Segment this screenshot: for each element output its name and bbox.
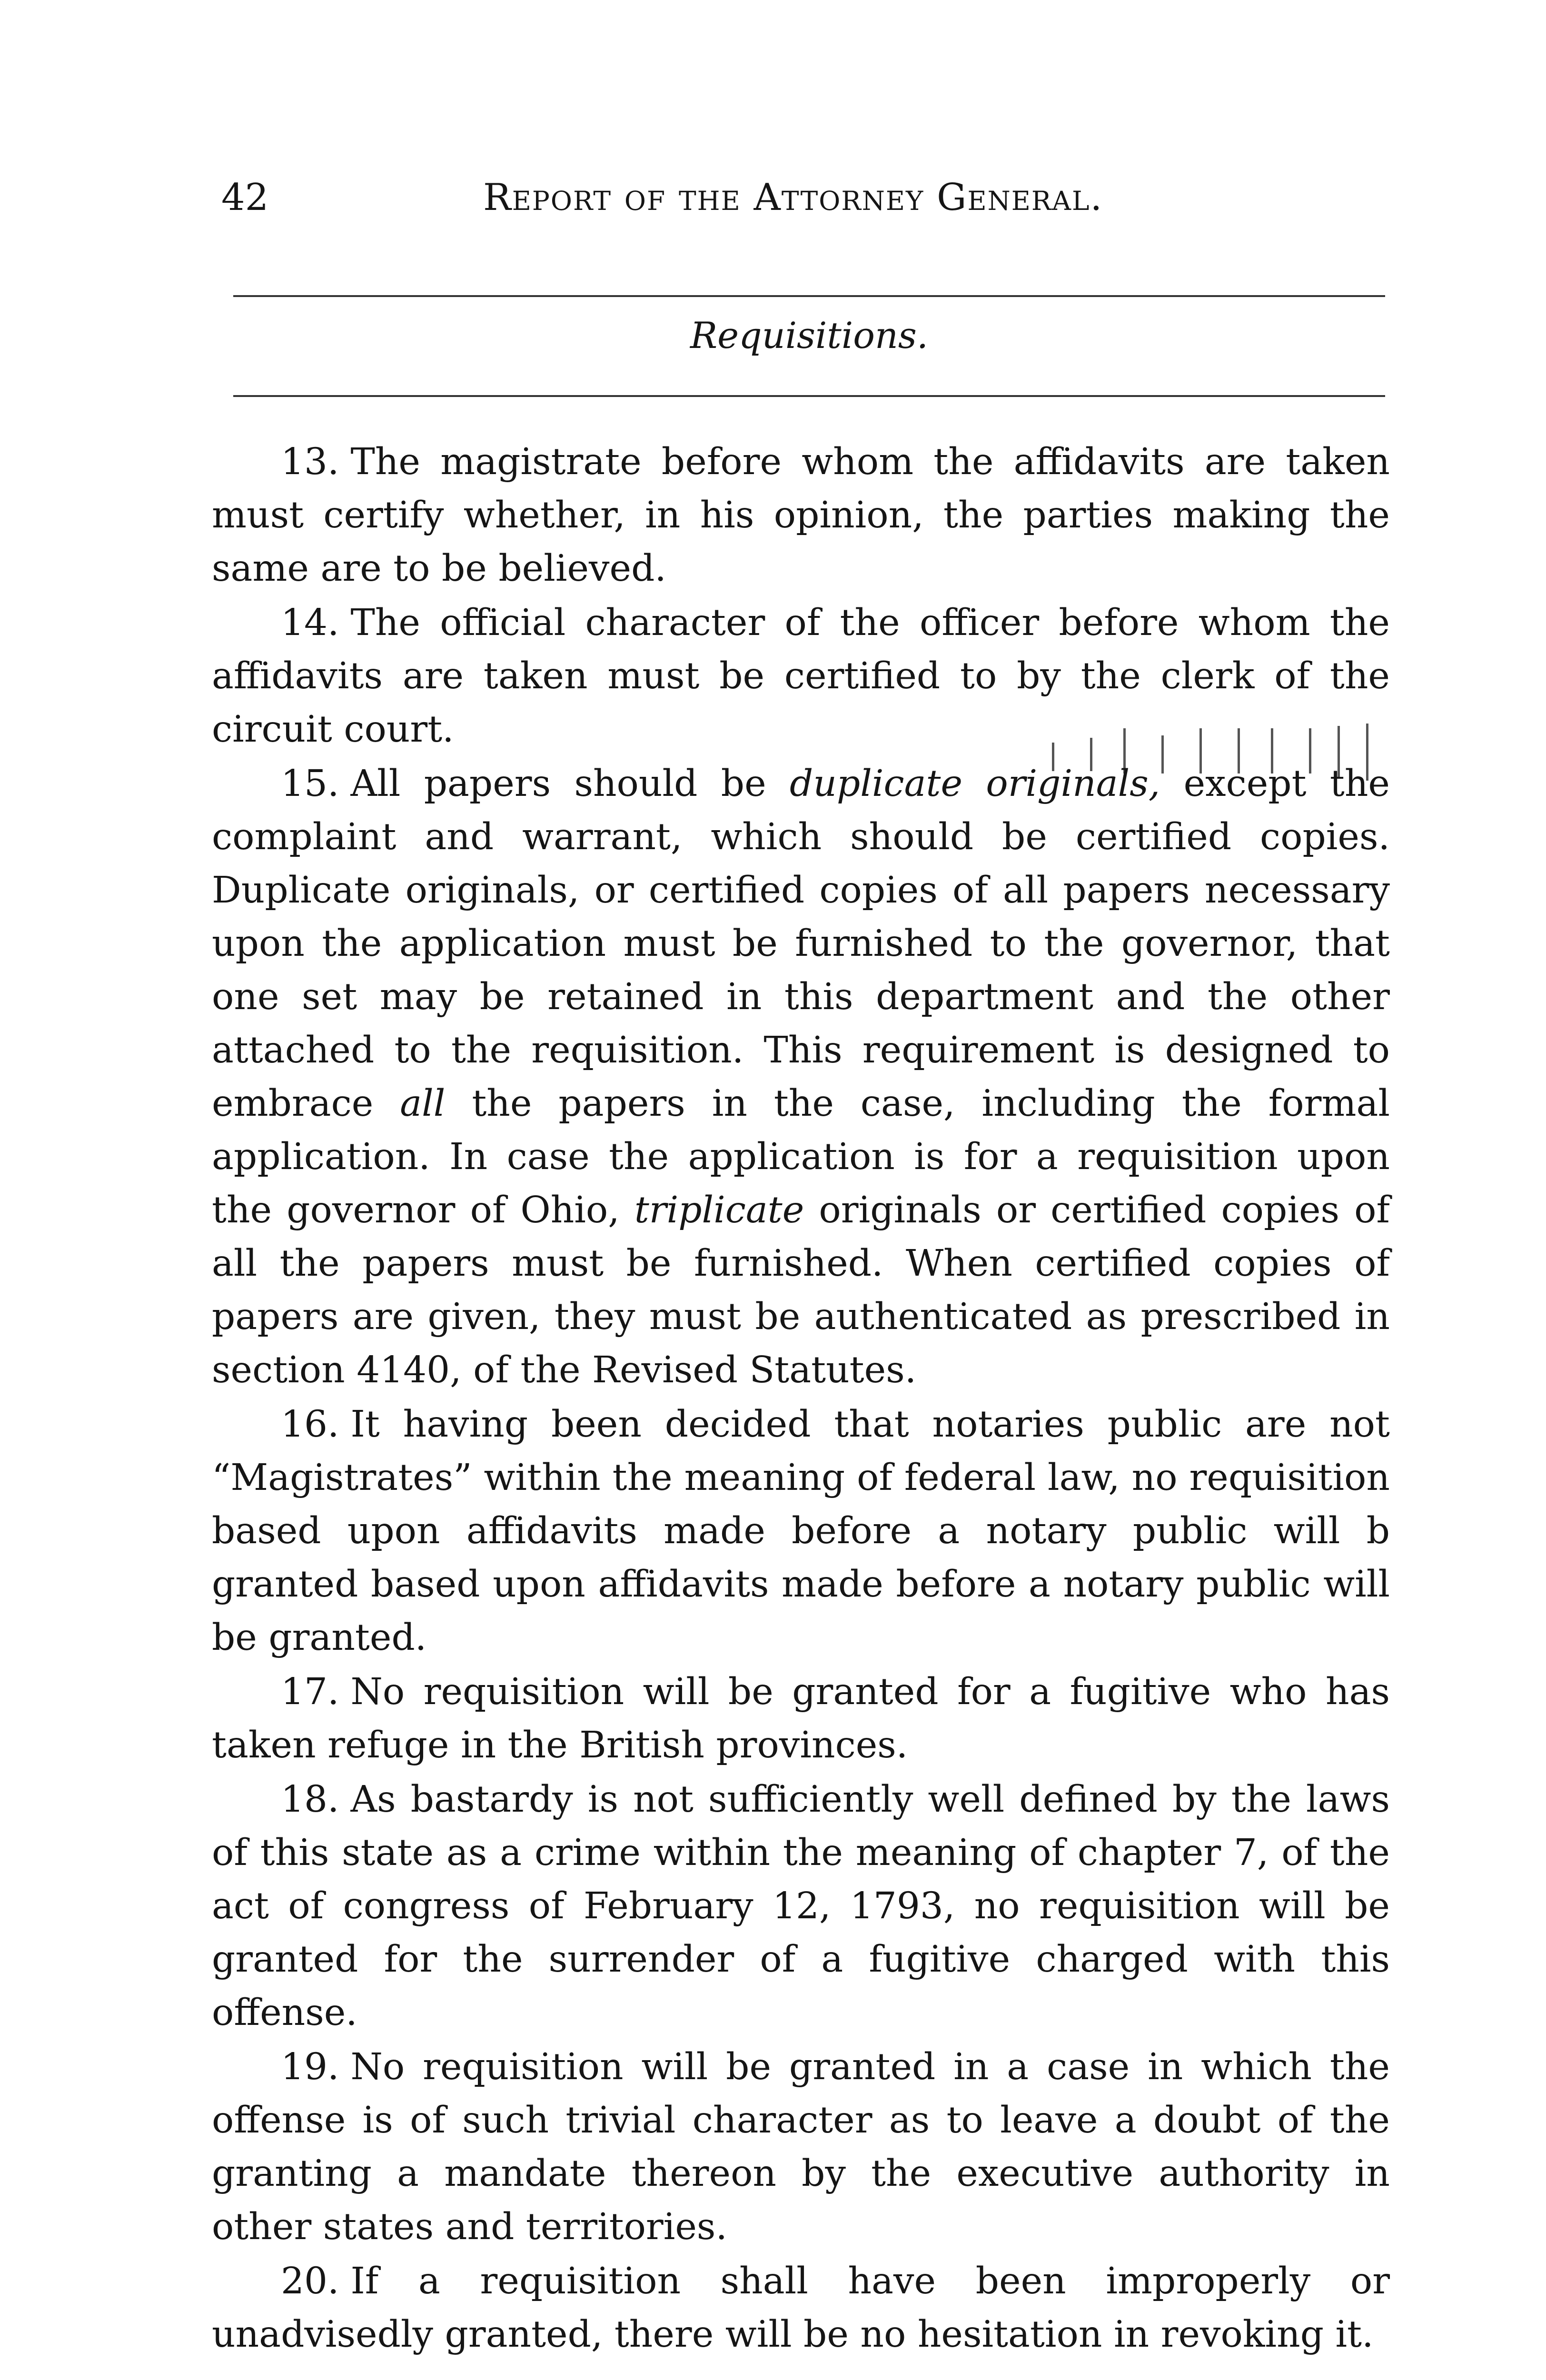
- paragraph-text: If a requisition shall have been improperly or unadvisedly granted, there will be no hesitation in revoking it.: [212, 2260, 1390, 2356]
- paragraph-text: No requisition will be granted in a case in which the offense is of such trivial character as to leave a doubt of the granting a mandate thereon by the executive authority in other states and territories.: [212, 2046, 1390, 2248]
- paragraph-number: 16.: [281, 1403, 339, 1446]
- paragraph-text: The magistrate before whom the affidavits are taken must certify whether, in his opinion, the parties making the same are to be believed.: [212, 441, 1390, 590]
- section-title: Requisitions.: [690, 314, 929, 357]
- paragraph-text: No requisition will be granted for a fugitive who has taken refuge in the British provinces.: [212, 1671, 1390, 1766]
- paragraph-number: 14.: [281, 602, 339, 644]
- page-header: [0, 171, 1546, 228]
- paragraph-text-italic: duplicate originals,: [790, 763, 1160, 805]
- paragraph-text: As bastardy is not sufficiently well defined by the laws of this state as a crime within the meaning of chapter 7, of the act of congress of February 12, 1793, no requisition will be granted for the surrender of a fugitive charged with this offense.: [212, 1778, 1390, 2034]
- paragraph-number: 15.: [281, 763, 339, 805]
- paragraph-15: [212, 757, 1390, 1397]
- paragraph-text-segment: All papers should be: [350, 763, 790, 805]
- paragraph-19: [212, 2041, 1390, 2254]
- header-rule-bottom: [233, 395, 1385, 397]
- paragraph-20: [212, 2255, 1390, 2361]
- paragraph-14: [212, 596, 1390, 756]
- page-number: 42: [221, 176, 269, 219]
- body-text: [212, 436, 1390, 2362]
- paragraph-13: [212, 436, 1390, 595]
- paragraph-number: 19.: [281, 2046, 339, 2088]
- paragraph-16: [212, 1398, 1390, 1665]
- paragraph-text-segment: the papers in the case, including the formal application. In case the application is for a requisition upon the governor of Ohio,: [212, 1082, 1390, 1231]
- paragraph-text: It having been decided that notaries public are not “Magistrates” within the meaning of federal law, no requisition based upon affidavits made before a notary public will b granted based upon affidavits made before a notary public will be granted.: [212, 1403, 1390, 1659]
- paragraph-18: [212, 1773, 1390, 2040]
- paragraph-number: 17.: [281, 1671, 339, 1713]
- header-rule-top: [233, 295, 1385, 297]
- paragraph-text-italic: all: [400, 1082, 446, 1125]
- paragraph-text-segment: originals or certified copies of all the papers must be furnished. When certified copies of papers are given, they must be authenticated as prescribed in section 4140, of the Revised Statutes.: [212, 1189, 1390, 1391]
- paragraph-text-segment: except the complaint and warrant, which should be certified copies. Duplicate originals, or certified copies of all papers necessary upon the application must be furnished to the governor, that one set may be retained in this department and the other attached to the requisition. This requirement is designed to embrace: [212, 763, 1390, 1125]
- paragraph-number: 18.: [281, 1778, 339, 1821]
- running-title: Report of the Attorney General.: [483, 176, 1103, 219]
- paragraph-text: The official character of the officer before whom the affidavits are taken must be certified to by the clerk of the circuit court.: [212, 602, 1390, 751]
- paragraph-number: 13.: [281, 441, 339, 483]
- paragraph-17: [212, 1666, 1390, 1772]
- paragraph-number: 20.: [281, 2260, 339, 2302]
- paragraph-text-italic: triplicate: [634, 1189, 804, 1231]
